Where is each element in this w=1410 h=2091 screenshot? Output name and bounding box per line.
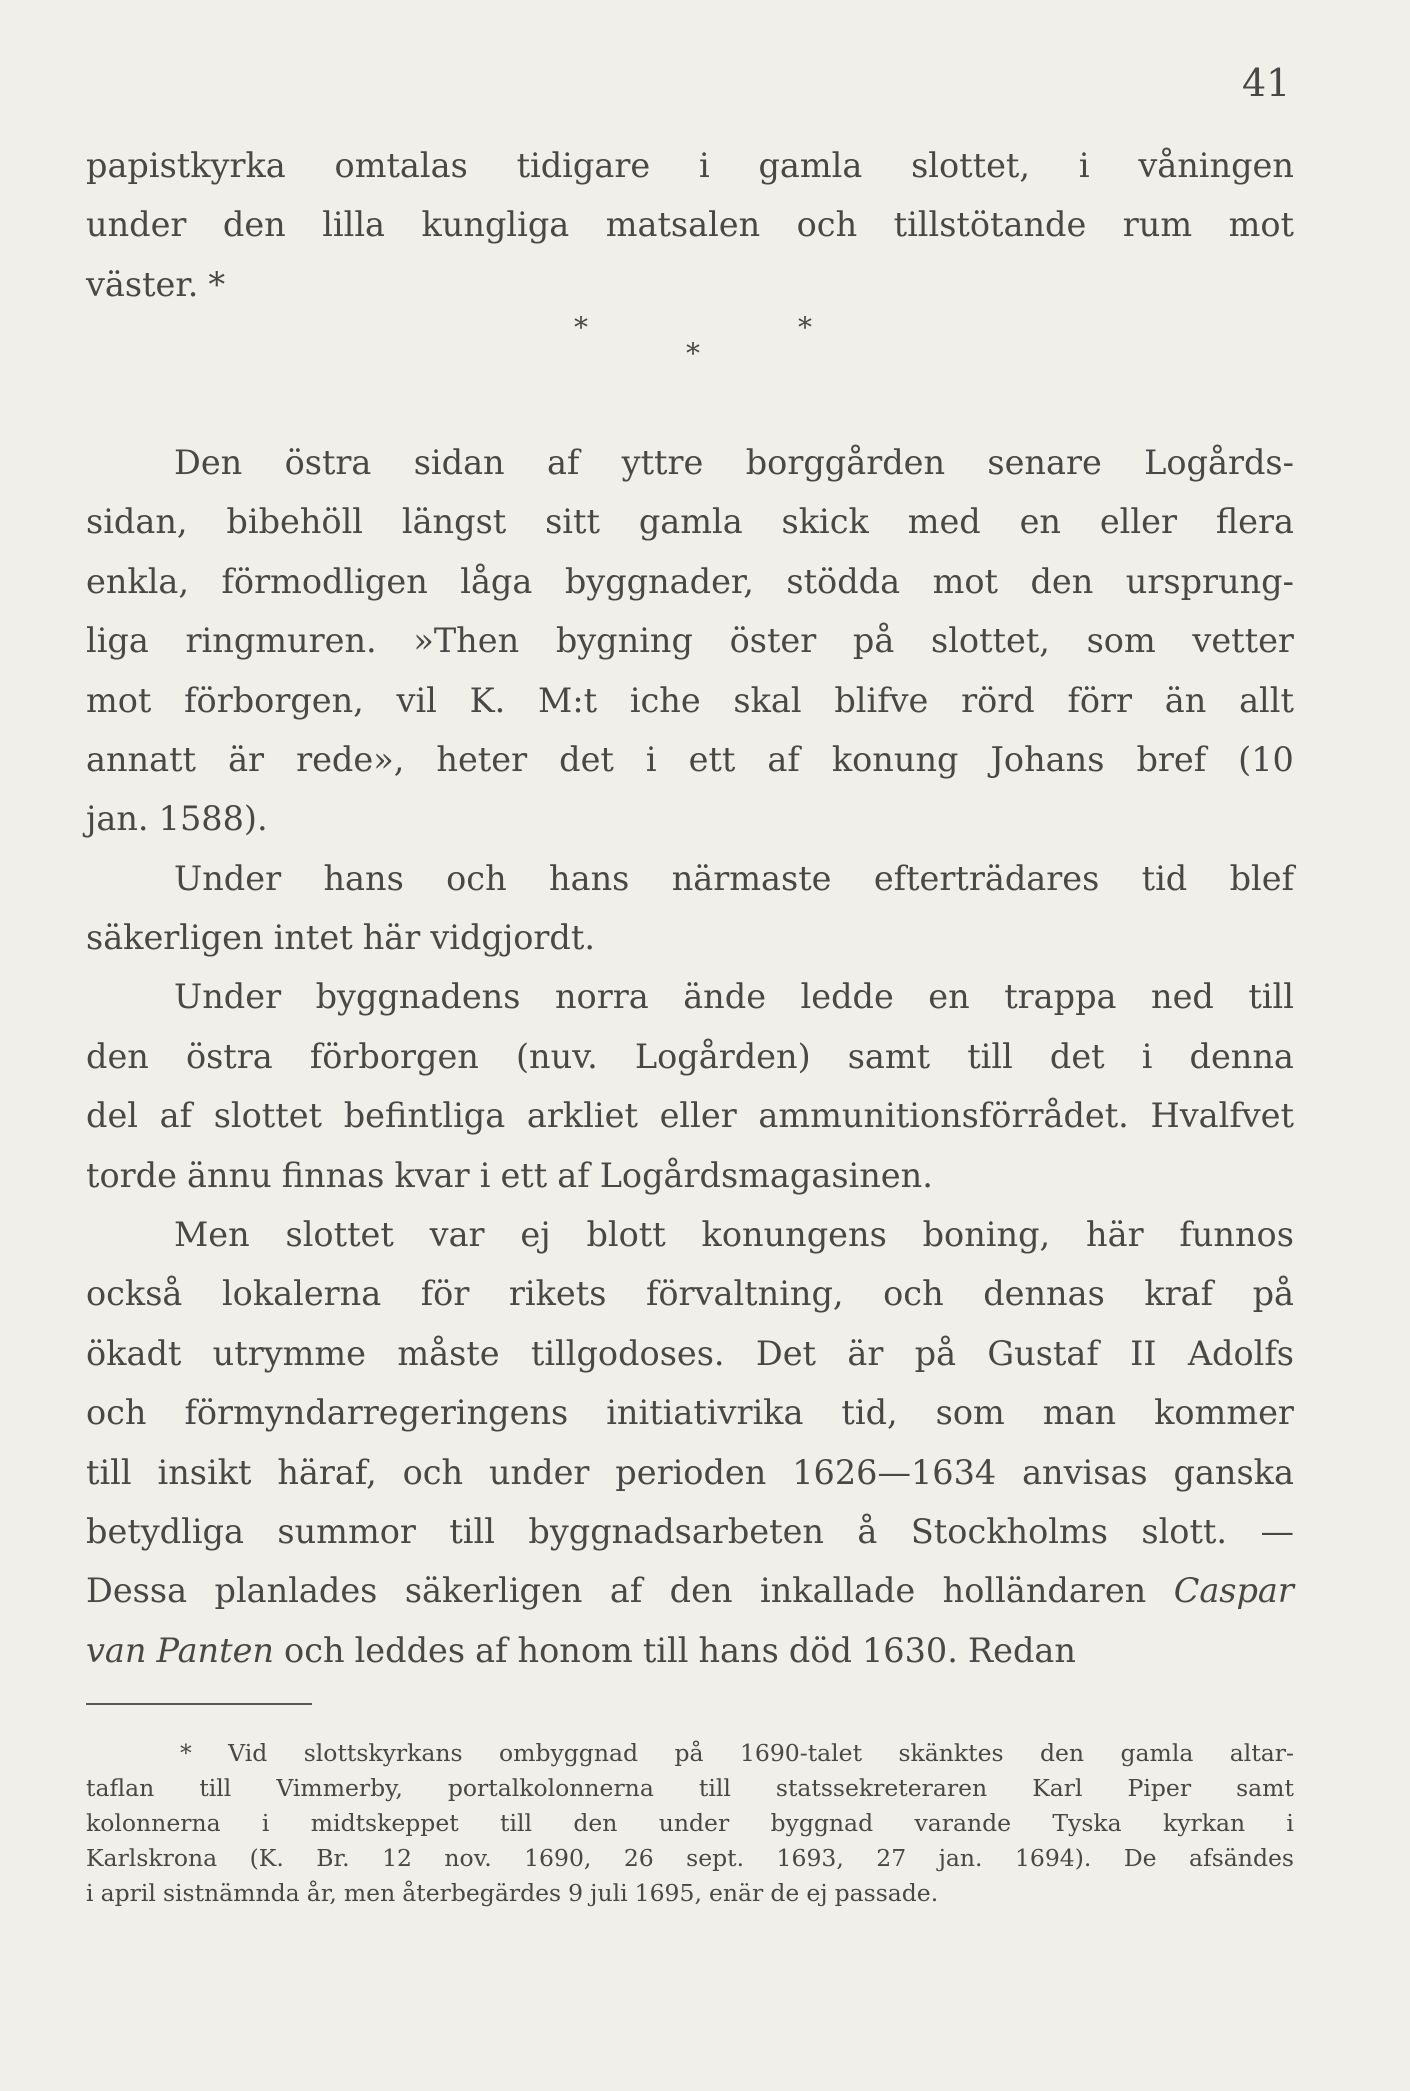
word: hans xyxy=(323,858,404,898)
word: dennas xyxy=(983,1274,1105,1314)
word: iche xyxy=(629,680,701,720)
word: ej xyxy=(806,1879,828,1907)
word: 1630. xyxy=(861,1630,958,1670)
word: men xyxy=(343,1879,396,1907)
word: i xyxy=(645,739,657,779)
word: återbegärdes xyxy=(402,1879,562,1907)
word: byggnadsarbeten xyxy=(528,1512,824,1551)
word: Under xyxy=(174,977,282,1017)
text-line xyxy=(86,789,1294,848)
word: torde xyxy=(86,1155,177,1195)
text-line xyxy=(86,1383,1294,1442)
word: i xyxy=(479,1155,491,1195)
word: det xyxy=(559,739,614,779)
word: bygning xyxy=(555,621,693,661)
word: jan. xyxy=(938,1844,983,1872)
word: borggården xyxy=(745,442,946,482)
word: De xyxy=(1123,1844,1157,1872)
word: 1626—1634 xyxy=(792,1452,997,1492)
word: 1694). xyxy=(1014,1844,1092,1872)
word: M:t xyxy=(538,680,598,720)
word: säkerligen xyxy=(86,918,264,958)
word: funnos xyxy=(1179,1215,1294,1255)
word: norra xyxy=(554,977,649,1017)
word: kvar xyxy=(394,1155,470,1195)
word: vil xyxy=(396,680,437,720)
word: portalkolonnerna xyxy=(447,1774,654,1802)
word: (K. xyxy=(249,1844,284,1872)
word: också xyxy=(86,1274,183,1314)
word: den xyxy=(86,1036,149,1076)
word: som xyxy=(935,1393,1005,1433)
word: heter xyxy=(436,739,528,779)
word: förmodligen xyxy=(221,561,428,601)
word: här xyxy=(362,918,421,958)
word: af xyxy=(159,1096,193,1136)
word: afsändes xyxy=(1189,1844,1294,1872)
text-line xyxy=(86,1146,1294,1205)
word: och xyxy=(883,1274,944,1314)
word: den xyxy=(1030,561,1094,601)
word: konung xyxy=(831,739,959,779)
word: Piper xyxy=(1127,1774,1192,1802)
word: Gustaf xyxy=(987,1333,1099,1373)
word: summor xyxy=(277,1512,416,1551)
word: slottet, xyxy=(911,146,1031,185)
word: nov. xyxy=(444,1844,492,1872)
word: den xyxy=(573,1809,618,1837)
word: 27 xyxy=(876,1844,907,1872)
word: är xyxy=(847,1333,884,1373)
text-line xyxy=(86,611,1294,670)
asterisk-1: * xyxy=(574,311,588,345)
word: af xyxy=(609,1571,643,1611)
word: varande xyxy=(914,1809,1012,1837)
text-line xyxy=(86,1264,1294,1323)
word: Tyska xyxy=(1052,1809,1122,1837)
word: ringmuren. xyxy=(185,621,377,661)
word: utrymme xyxy=(212,1333,367,1373)
body-text xyxy=(86,136,1294,1680)
word: i xyxy=(698,146,710,185)
word: papistkyrka xyxy=(86,146,286,185)
word: lilla xyxy=(322,205,386,245)
word: Logårdsmagasinen. xyxy=(599,1155,933,1195)
word: på xyxy=(914,1333,957,1373)
text-line xyxy=(86,552,1294,611)
word: var xyxy=(429,1215,485,1255)
word: senare xyxy=(987,442,1102,482)
word: midtskeppet xyxy=(310,1809,459,1837)
word: på xyxy=(674,1739,704,1767)
word: här xyxy=(1086,1215,1144,1255)
word: och xyxy=(284,1630,345,1670)
word: Vimmerby, xyxy=(276,1774,403,1802)
text-line xyxy=(86,1443,1294,1502)
word: ganska xyxy=(1173,1452,1294,1492)
word: vidgjordt. xyxy=(430,918,595,958)
word: af xyxy=(475,1630,508,1670)
word: förborgen, xyxy=(184,680,364,720)
word: till xyxy=(698,1774,731,1802)
word: II xyxy=(1130,1333,1157,1373)
word: altar- xyxy=(1229,1739,1294,1767)
word: det xyxy=(1049,1036,1105,1076)
word: mot xyxy=(932,561,998,601)
word: yttre xyxy=(621,442,704,482)
word: väster. xyxy=(86,264,199,304)
word: skick xyxy=(781,502,869,542)
word: sept. xyxy=(686,1844,745,1872)
word: Hvalfvet xyxy=(1150,1096,1294,1136)
word: och xyxy=(402,1452,464,1492)
word: passade. xyxy=(834,1879,939,1907)
word: april xyxy=(100,1879,156,1907)
text-line xyxy=(86,1876,1294,1911)
word: hans xyxy=(549,858,630,898)
word: Br. xyxy=(316,1844,350,1872)
word: allt xyxy=(1239,680,1294,720)
text-line xyxy=(86,1324,1294,1383)
word: betydliga xyxy=(86,1512,244,1551)
word: kraf xyxy=(1144,1274,1214,1314)
word: skal xyxy=(733,680,802,720)
word: Johans xyxy=(990,739,1105,779)
word: anvisas xyxy=(1022,1452,1148,1492)
word: sidan xyxy=(413,442,505,482)
word: Men xyxy=(174,1215,250,1255)
paragraph-1 xyxy=(86,136,1294,314)
word: ett xyxy=(688,739,736,779)
paragraph-4 xyxy=(86,967,1294,1205)
word: 1690-talet xyxy=(739,1739,863,1767)
word: förvaltning, xyxy=(645,1274,844,1314)
word: lokalerna xyxy=(221,1274,382,1314)
word: rum xyxy=(1122,205,1193,245)
word: man xyxy=(1042,1393,1117,1433)
word: 1693, xyxy=(776,1844,844,1872)
word: en xyxy=(928,977,970,1017)
word: den xyxy=(1039,1739,1085,1767)
text-line xyxy=(86,849,1294,908)
word: konungens xyxy=(701,1215,887,1255)
word: i xyxy=(1286,1809,1294,1837)
word: och xyxy=(86,1393,147,1433)
word: Under xyxy=(174,858,282,898)
word: säkerligen xyxy=(404,1571,583,1611)
word: öster xyxy=(729,621,817,661)
word: byggnadens xyxy=(315,977,521,1017)
word: bibehöll xyxy=(226,502,364,542)
asterisk-3: * xyxy=(686,337,700,371)
word: boning, xyxy=(922,1215,1051,1255)
word: byggnader, xyxy=(564,561,754,601)
word: förmyndarregeringens xyxy=(184,1393,569,1433)
word: honom xyxy=(517,1630,633,1670)
word: ursprung- xyxy=(1125,561,1294,601)
word: efterträdares xyxy=(873,858,1100,898)
word: östra xyxy=(185,1036,273,1076)
text-line xyxy=(86,1806,1294,1841)
word: Logårds- xyxy=(1144,442,1294,482)
word: mot xyxy=(86,680,152,720)
word: den xyxy=(222,205,286,245)
word: en xyxy=(1019,502,1061,542)
word: slottet xyxy=(285,1215,394,1255)
word: slottet xyxy=(213,1096,323,1136)
word: (nuv. xyxy=(515,1036,598,1076)
word: blifve xyxy=(834,680,929,720)
word: tid, xyxy=(841,1393,898,1433)
word: tid xyxy=(1141,858,1188,898)
word: inkallade xyxy=(759,1571,916,1611)
word: rikets xyxy=(508,1274,607,1314)
word: »Then xyxy=(413,621,520,661)
word: af xyxy=(767,739,800,779)
word: ombyggnad xyxy=(499,1739,639,1767)
text-line xyxy=(86,1561,1294,1620)
word: ett xyxy=(500,1155,548,1195)
text-line xyxy=(86,195,1294,254)
word: kommer xyxy=(1154,1393,1294,1433)
word: Caspar xyxy=(1173,1571,1294,1611)
word: i xyxy=(86,1879,94,1907)
text-line xyxy=(86,255,1294,314)
word: 1695, xyxy=(634,1879,702,1907)
word: sitt xyxy=(545,502,600,542)
paragraph-2 xyxy=(86,433,1294,849)
word: under xyxy=(86,205,187,245)
word: slott. xyxy=(1141,1512,1228,1551)
word: eller xyxy=(659,1096,737,1136)
word: i xyxy=(1141,1036,1153,1076)
word: låga xyxy=(460,561,533,601)
word: kyrkan xyxy=(1162,1809,1246,1837)
text-line xyxy=(86,671,1294,730)
word: intet xyxy=(273,918,353,958)
word: våningen xyxy=(1138,146,1294,185)
word: i xyxy=(1078,146,1090,185)
word: hans xyxy=(698,1630,779,1670)
word: finnas xyxy=(281,1155,385,1195)
text-line xyxy=(86,1841,1294,1876)
word: af xyxy=(546,442,580,482)
word: Karl xyxy=(1032,1774,1083,1802)
text-line xyxy=(86,492,1294,551)
word: planlades xyxy=(214,1571,378,1611)
word: flera xyxy=(1215,502,1294,542)
word: under xyxy=(488,1452,590,1492)
word: tidigare xyxy=(516,146,651,185)
word: blef xyxy=(1229,858,1294,898)
word: * xyxy=(180,1739,192,1767)
word: död xyxy=(788,1630,852,1670)
word: tillgodoses. xyxy=(530,1333,725,1373)
word: Logården) xyxy=(634,1036,811,1076)
word: van xyxy=(86,1630,147,1670)
text-line xyxy=(86,730,1294,789)
word: är xyxy=(228,739,265,779)
word: gamla xyxy=(1120,1739,1194,1767)
text-line xyxy=(86,1771,1294,1806)
word: ledde xyxy=(800,977,894,1017)
word: K. xyxy=(469,680,506,720)
asterisk-2: * xyxy=(798,311,812,345)
word: skänktes xyxy=(898,1739,1004,1767)
word: till xyxy=(500,1809,533,1837)
word: rede», xyxy=(296,739,405,779)
page-number: 41 xyxy=(1242,61,1291,105)
word: med xyxy=(907,502,981,542)
word: enkla, xyxy=(86,561,190,601)
paragraph-3 xyxy=(86,849,1294,968)
word: den xyxy=(669,1571,733,1611)
word: på xyxy=(852,621,895,661)
word: 9 xyxy=(568,1879,584,1907)
text-line xyxy=(86,908,1294,967)
word: Dessa xyxy=(86,1571,188,1611)
paragraph-5 xyxy=(86,1205,1294,1680)
word: matsalen xyxy=(605,205,761,245)
word: ännu xyxy=(186,1155,272,1195)
word: mot xyxy=(1228,205,1294,245)
word: * xyxy=(208,264,226,304)
word: — xyxy=(1260,1512,1294,1551)
word: blott xyxy=(586,1215,666,1255)
word: och xyxy=(796,205,858,245)
word: juli xyxy=(590,1879,628,1907)
word: slottskyrkans xyxy=(303,1739,463,1767)
word: initiativrika xyxy=(606,1393,804,1433)
word: häraf, xyxy=(277,1452,377,1492)
text-line xyxy=(86,1736,1294,1771)
text-line xyxy=(86,433,1294,492)
word: rörd xyxy=(961,680,1035,720)
word: enär xyxy=(708,1879,764,1907)
word: taflan xyxy=(86,1774,155,1802)
word: på xyxy=(1252,1274,1294,1314)
word: gamla xyxy=(758,146,863,185)
word: Redan xyxy=(967,1630,1076,1670)
word: Det xyxy=(755,1333,817,1373)
text-line xyxy=(86,136,1294,195)
word: 1690, xyxy=(524,1844,592,1872)
word: förborgen xyxy=(309,1036,479,1076)
text-line xyxy=(86,1502,1294,1561)
word: 12 xyxy=(382,1844,412,1872)
word: statssekreteraren xyxy=(775,1774,988,1802)
word: insikt xyxy=(157,1452,252,1492)
word: af xyxy=(557,1155,590,1195)
word: närmaste xyxy=(671,858,832,898)
word: till xyxy=(967,1036,1013,1076)
word: leddes xyxy=(354,1630,466,1670)
word: ej xyxy=(520,1215,551,1255)
footnote xyxy=(86,1736,1294,1911)
word: Panten xyxy=(156,1630,274,1670)
word: stödda xyxy=(786,561,901,601)
word: i xyxy=(261,1809,270,1837)
word: Vid xyxy=(228,1739,268,1767)
word: ökadt xyxy=(86,1333,182,1373)
word: annatt xyxy=(86,739,197,779)
word: Den xyxy=(174,442,243,482)
word: Adolfs xyxy=(1187,1333,1294,1373)
word: än xyxy=(1164,680,1207,720)
word: Stockholms xyxy=(910,1512,1108,1551)
word: till xyxy=(199,1774,232,1802)
word: sistnämnda xyxy=(162,1879,300,1907)
word: liga xyxy=(86,621,149,661)
word: samt xyxy=(1236,1774,1294,1802)
word: som xyxy=(1086,621,1156,661)
word: till xyxy=(86,1452,132,1492)
text-line xyxy=(86,1205,1294,1264)
word: jan. xyxy=(86,799,149,839)
word: till xyxy=(642,1630,689,1670)
word: bref xyxy=(1136,739,1207,779)
word: måste xyxy=(397,1333,500,1373)
word: befintliga xyxy=(343,1096,506,1136)
word: till xyxy=(1248,977,1294,1017)
word: förr xyxy=(1067,680,1133,720)
text-line xyxy=(86,967,1294,1026)
word: vetter xyxy=(1192,621,1294,661)
word: de xyxy=(770,1879,800,1907)
word: denna xyxy=(1189,1036,1294,1076)
word: till xyxy=(449,1512,495,1551)
word: trappa xyxy=(1004,977,1117,1017)
word: kungliga xyxy=(421,205,570,245)
text-line xyxy=(86,1086,1294,1145)
word: eller xyxy=(1099,502,1177,542)
word: perioden xyxy=(615,1452,767,1492)
word: tillstötande xyxy=(893,205,1087,245)
word: ned xyxy=(1151,977,1214,1017)
word: byggnad xyxy=(770,1809,874,1837)
word: östra xyxy=(284,442,372,482)
asterism xyxy=(86,311,1294,433)
word: å xyxy=(857,1512,878,1551)
word: slottet, xyxy=(931,621,1050,661)
word: och xyxy=(446,858,507,898)
word: omtalas xyxy=(334,146,468,185)
text-line xyxy=(86,1621,1294,1680)
word: under xyxy=(658,1809,730,1837)
text-line xyxy=(86,1027,1294,1086)
word: för xyxy=(420,1274,470,1314)
word: 26 xyxy=(623,1844,654,1872)
word: (10 xyxy=(1238,739,1294,779)
word: del xyxy=(86,1096,138,1136)
word: holländaren xyxy=(942,1571,1147,1611)
word: gamla xyxy=(638,502,743,542)
word: arkliet xyxy=(526,1096,638,1136)
word: 1588). xyxy=(158,799,268,839)
word: kolonnerna xyxy=(86,1809,221,1837)
word: Karlskrona xyxy=(86,1844,218,1872)
word: längst xyxy=(401,502,507,542)
word: samt xyxy=(847,1036,931,1076)
word: sidan, xyxy=(86,502,188,542)
word: ammunitionsförrådet. xyxy=(758,1096,1129,1136)
word: ände xyxy=(683,977,767,1017)
word: år, xyxy=(306,1879,337,1907)
footnote-rule xyxy=(86,1703,312,1705)
